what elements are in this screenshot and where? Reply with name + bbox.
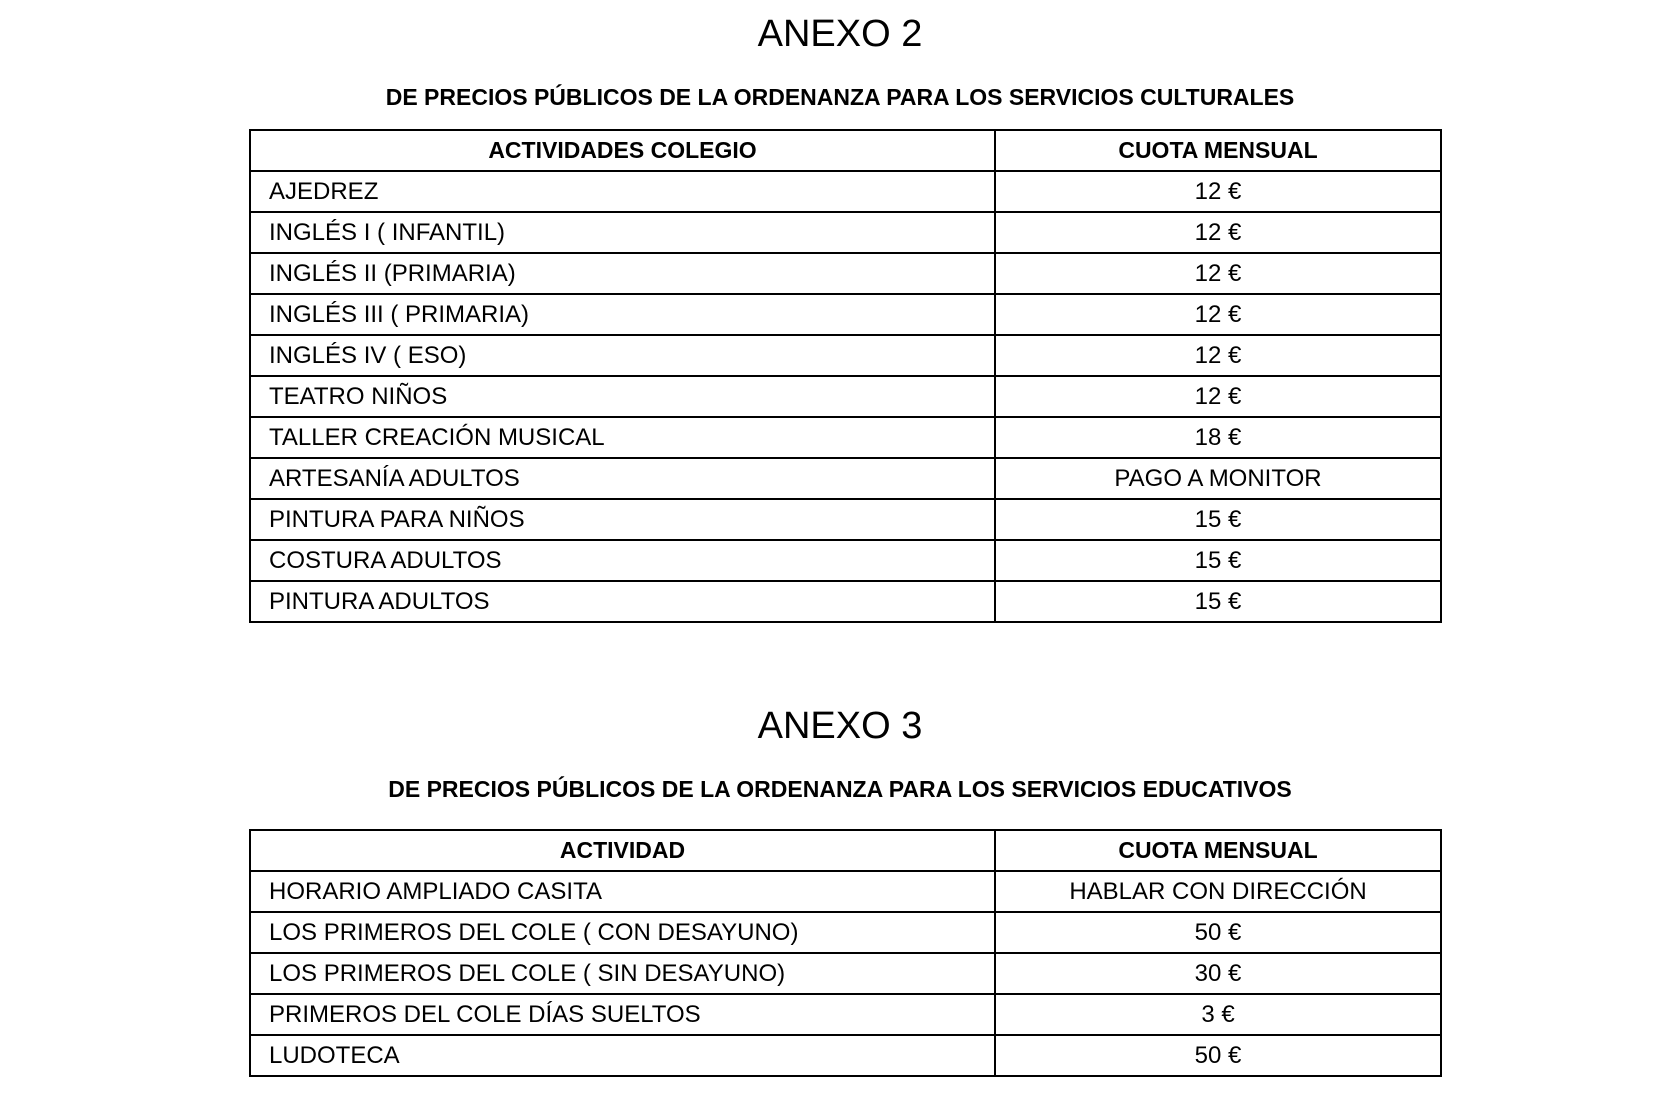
table-header-row xyxy=(250,830,1441,871)
activity-cell: INGLÉS III ( PRIMARIA) xyxy=(250,294,995,335)
activity-cell: TEATRO NIÑOS xyxy=(250,376,995,417)
activity-cell: AJEDREZ xyxy=(250,171,995,212)
table-row xyxy=(250,912,1441,953)
fee-cell: 15 € xyxy=(995,540,1441,581)
table-row xyxy=(250,335,1441,376)
table-row xyxy=(250,994,1441,1035)
activity-cell: LOS PRIMEROS DEL COLE ( CON DESAYUNO) xyxy=(250,912,995,953)
annex-2-fee-table xyxy=(249,129,1442,623)
fee-cell: 12 € xyxy=(995,376,1441,417)
activity-cell: LUDOTECA xyxy=(250,1035,995,1076)
table-row xyxy=(250,417,1441,458)
activity-cell: ARTESANÍA ADULTOS xyxy=(250,458,995,499)
table-row xyxy=(250,581,1441,622)
fee-cell: 18 € xyxy=(995,417,1441,458)
fee-cell: PAGO A MONITOR xyxy=(995,458,1441,499)
table-row xyxy=(250,540,1441,581)
fee-cell: 50 € xyxy=(995,912,1441,953)
activity-cell: COSTURA ADULTOS xyxy=(250,540,995,581)
table-row xyxy=(250,212,1441,253)
column-header-fee: CUOTA MENSUAL xyxy=(995,130,1441,171)
activity-cell: INGLÉS IV ( ESO) xyxy=(250,335,995,376)
column-header-activity: ACTIVIDAD xyxy=(250,830,995,871)
activity-cell: PINTURA PARA NIÑOS xyxy=(250,499,995,540)
activity-cell: LOS PRIMEROS DEL COLE ( SIN DESAYUNO) xyxy=(250,953,995,994)
table-row xyxy=(250,1035,1441,1076)
activity-cell: HORARIO AMPLIADO CASITA xyxy=(250,871,995,912)
table-row xyxy=(250,376,1441,417)
fee-cell: 12 € xyxy=(995,294,1441,335)
annex-2-subtitle: DE PRECIOS PÚBLICOS DE LA ORDENANZA PARA LOS SERVICIOS CULTURALES xyxy=(385,84,1295,110)
fee-cell: 50 € xyxy=(995,1035,1441,1076)
fee-cell: HABLAR CON DIRECCIÓN xyxy=(995,871,1441,912)
activity-cell: INGLÉS I ( INFANTIL) xyxy=(250,212,995,253)
fee-cell: 15 € xyxy=(995,499,1441,540)
fee-cell: 30 € xyxy=(995,953,1441,994)
activity-cell: INGLÉS II (PRIMARIA) xyxy=(250,253,995,294)
table-row xyxy=(250,253,1441,294)
fee-cell: 12 € xyxy=(995,335,1441,376)
fee-cell: 12 € xyxy=(995,212,1441,253)
fee-cell: 12 € xyxy=(995,253,1441,294)
table-row xyxy=(250,458,1441,499)
annex-2-title: ANEXO 2 xyxy=(757,13,923,55)
annex-3-fee-table xyxy=(249,829,1442,1077)
table-row xyxy=(250,171,1441,212)
fee-cell: 3 € xyxy=(995,994,1441,1035)
table-row xyxy=(250,953,1441,994)
table-row xyxy=(250,871,1441,912)
activity-cell: PRIMEROS DEL COLE DÍAS SUELTOS xyxy=(250,994,995,1035)
activity-cell: TALLER CREACIÓN MUSICAL xyxy=(250,417,995,458)
annex-3-subtitle: DE PRECIOS PÚBLICOS DE LA ORDENANZA PARA LOS SERVICIOS EDUCATIVOS xyxy=(388,776,1292,802)
column-header-fee: CUOTA MENSUAL xyxy=(995,830,1441,871)
fee-cell: 15 € xyxy=(995,581,1441,622)
annex-3-title: ANEXO 3 xyxy=(757,705,923,747)
table-row xyxy=(250,499,1441,540)
table-row xyxy=(250,294,1441,335)
fee-cell: 12 € xyxy=(995,171,1441,212)
column-header-activity: ACTIVIDADES COLEGIO xyxy=(250,130,995,171)
activity-cell: PINTURA ADULTOS xyxy=(250,581,995,622)
table-header-row xyxy=(250,130,1441,171)
